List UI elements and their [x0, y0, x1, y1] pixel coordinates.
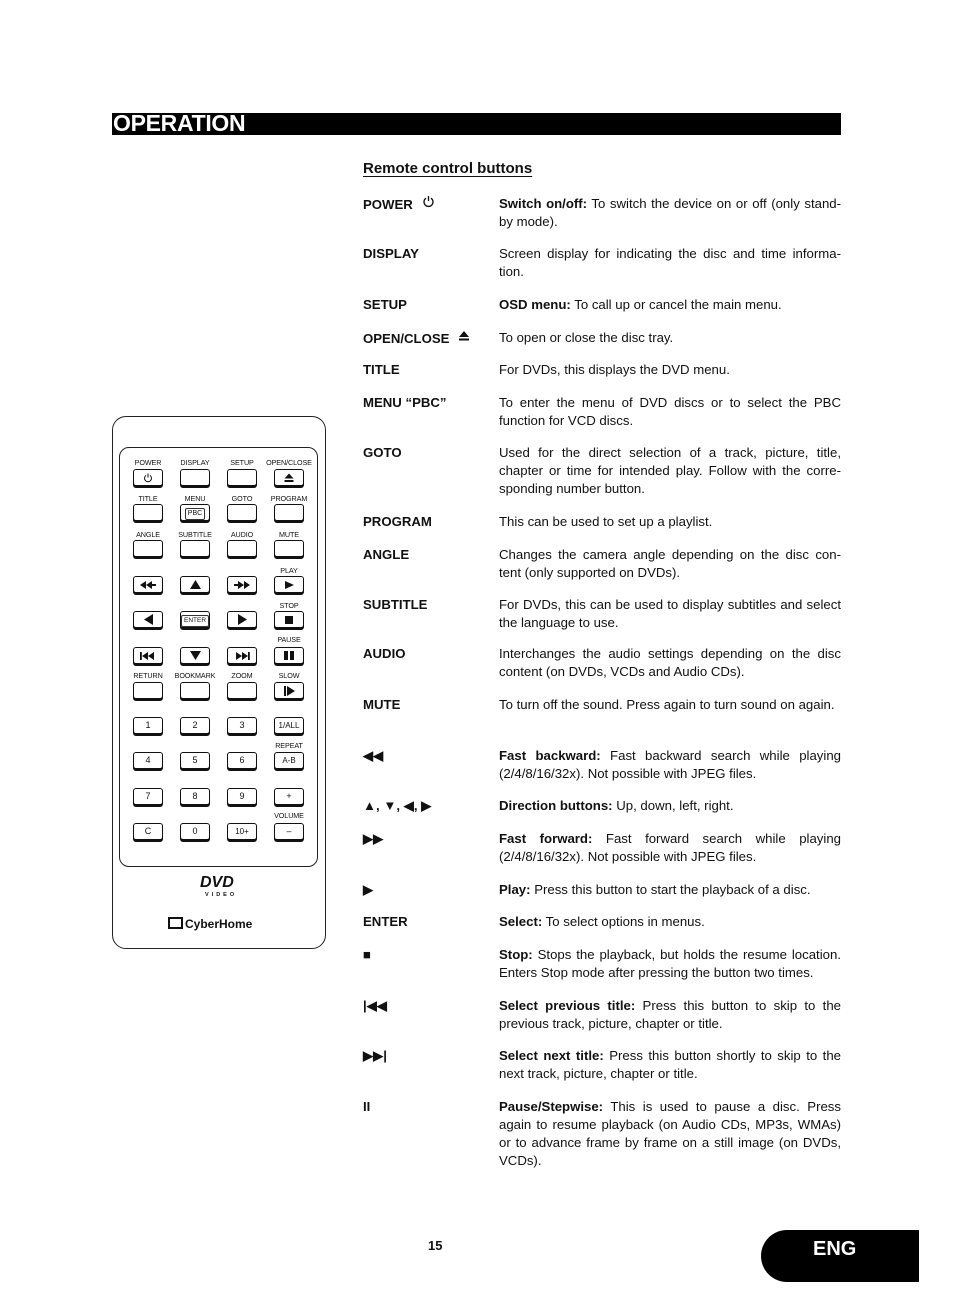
remote-number-button — [180, 752, 210, 769]
entry-description-bold: Select: — [499, 914, 543, 929]
remote-number-button — [180, 717, 210, 734]
entry-label-text: SETUP — [363, 297, 407, 312]
remote-key-text: – — [286, 826, 292, 836]
remote-key-text: 0 — [192, 826, 198, 836]
entry-description: To turn off the sound. Press again to turn sound on again. — [499, 697, 835, 712]
remote-bookmark-button — [180, 682, 210, 699]
remote-key-text: 3 — [239, 720, 245, 730]
entry-label-text: MENU “PBC” — [363, 395, 447, 410]
remote-number-button — [180, 823, 210, 840]
entry-description-bold: Fast forward: — [499, 831, 593, 846]
entry-label-text: POWER — [363, 197, 413, 212]
remote-number-button — [133, 823, 163, 840]
remote-rewind-button — [133, 576, 163, 593]
remote-return-button — [133, 682, 163, 699]
entry-description-bold: OSD menu: — [499, 297, 571, 312]
remote-key-text: 7 — [145, 791, 151, 801]
remote-key-label: VOLUME — [274, 811, 304, 820]
entry-description: Switch on/off: To switch the device on or off (only stand-by mode). — [499, 196, 842, 229]
entry-label-text: ANGLE — [363, 547, 410, 562]
entry-label-text: ◀◀ — [363, 748, 384, 763]
entry-label — [363, 513, 493, 531]
remote-key-text: 4 — [145, 755, 151, 765]
entry-label — [363, 830, 493, 848]
remote-left-button — [133, 611, 163, 628]
entry-label-text: ▶▶| — [363, 1048, 387, 1063]
entry-description: Fast backward: Fast backward search while playing (2/4/8/16/32x). Not possible with JPEG files. — [499, 748, 841, 781]
remote-previous-button — [133, 647, 163, 664]
remote-key-label: BOOKMARK — [174, 671, 216, 680]
entry-description-bold: Switch on/off: — [499, 196, 588, 211]
remote-mute-button — [274, 540, 304, 557]
remote-number-button — [180, 788, 210, 805]
remote-open-close-button — [274, 469, 304, 486]
remote-number-button — [274, 788, 304, 805]
remote-key-label: TITLE — [138, 494, 158, 503]
entry-description: For DVDs, this can be used to display subtitles and select the language to use. — [499, 597, 841, 630]
entry-description: Select next title: Press this button shortly to skip to the next track, picture, chapter or title. — [499, 1048, 841, 1081]
remote-key-label: PAUSE — [277, 635, 301, 644]
entry-description: Fast forward: Fast forward search while playing (2/4/8/16/32x). Not possible with JPEG files. — [499, 831, 841, 864]
remote-number-button — [227, 717, 257, 734]
brand-icon — [168, 917, 183, 929]
entry-label — [363, 546, 493, 564]
remote-key-label: SUBTITLE — [178, 530, 212, 539]
page-number: 15 — [428, 1238, 443, 1253]
entry-label-text: MUTE — [363, 697, 401, 712]
entry-description: To enter the menu of DVD discs or to select the PBC function for VCD discs. — [499, 395, 841, 428]
entry-label-text: OPEN/CLOSE — [363, 331, 450, 346]
remote-pause-button — [274, 647, 304, 664]
remote-power-button — [133, 469, 163, 486]
remote-fast-forward-button — [227, 576, 257, 593]
remote-key-text: 9 — [239, 791, 245, 801]
remote-key-label: SLOW — [278, 671, 300, 680]
entry-label-text: ▶▶ — [363, 831, 384, 846]
remote-key-label: REPEAT — [275, 741, 303, 750]
entry-description: Interchanges the audio settings depending on the disc content (on DVDs, VCDs and Audio CDs). — [499, 646, 841, 679]
entry-description-bold: Stop: — [499, 947, 533, 962]
remote-number-button — [274, 717, 304, 734]
entry-label — [363, 997, 493, 1015]
entry-label-text: DISPLAY — [363, 246, 419, 261]
entry-label — [363, 361, 493, 379]
brand-logo — [168, 917, 252, 931]
entry-description-bold: Select next title: — [499, 1048, 604, 1063]
remote-next-button — [227, 647, 257, 664]
remote-key-text: A-B — [282, 756, 296, 765]
power-icon — [422, 195, 435, 213]
remote-key-label: STOP — [279, 601, 299, 610]
remote-audio-button — [227, 540, 257, 557]
remote-stop-button — [274, 611, 304, 628]
page-title: OPERATION — [113, 110, 246, 136]
section-heading: Remote control buttons — [363, 160, 533, 177]
entry-label — [363, 881, 493, 899]
remote-number-button — [133, 717, 163, 734]
remote-play-button — [274, 576, 304, 593]
remote-key-text: 1 — [145, 720, 151, 730]
remote-key-text: 8 — [192, 791, 198, 801]
remote-number-button — [133, 752, 163, 769]
eject-icon — [458, 329, 470, 347]
remote-key-text: C — [144, 826, 152, 836]
entry-label-text: II — [363, 1099, 371, 1114]
entry-description: Used for the direct selection of a track, picture, title, chapter or time for intended play. Follow with the corre-sponding number button. — [499, 445, 841, 496]
entry-description-bold: Select previous title: — [499, 998, 636, 1013]
remote-key-label: RETURN — [133, 671, 163, 680]
entry-label — [363, 296, 493, 314]
remote-key-text: 1/ALL — [278, 721, 300, 730]
entry-description: Select: To select options in menus. — [499, 914, 705, 929]
entry-label-text: |◀◀ — [363, 998, 387, 1013]
entry-description: Play: Press this button to start the playback of a disc. — [499, 882, 811, 897]
entry-label — [363, 1047, 493, 1065]
remote-number-button — [274, 823, 304, 840]
entry-label-text: SUBTITLE — [363, 597, 428, 612]
remote-enter-button — [180, 611, 210, 628]
brand-name: CyberHome — [185, 917, 253, 931]
entry-label-text: ■ — [363, 947, 371, 962]
remote-number-button — [227, 823, 257, 840]
remote-key-label: DISPLAY — [180, 458, 210, 467]
entry-description: Screen display for indicating the disc and time informa-tion. — [499, 246, 841, 279]
entry-description-bold: Direction buttons: — [499, 798, 613, 813]
remote-display-button — [180, 469, 210, 486]
entry-label — [363, 394, 493, 412]
entry-description: Direction buttons: Up, down, left, right. — [499, 798, 734, 813]
entry-label — [363, 1098, 493, 1116]
remote-number-button — [274, 752, 304, 769]
remote-key-label: OPEN/CLOSE — [266, 458, 312, 467]
entry-description-bold: Fast backward: — [499, 748, 601, 763]
remote-key-text: 2 — [192, 720, 198, 730]
remote-key-text: 5 — [192, 755, 198, 765]
entry-label-text: ▲, ▼, ◀, ▶ — [363, 798, 432, 813]
remote-key-label: AUDIO — [230, 530, 254, 539]
remote-up-button — [180, 576, 210, 593]
remote-program-button — [274, 504, 304, 521]
remote-right-button — [227, 611, 257, 628]
entry-label — [363, 946, 493, 964]
remote-down-button — [180, 647, 210, 664]
language-label: ENG — [813, 1238, 857, 1260]
language-tab — [761, 1230, 919, 1282]
entry-label-text: PROGRAM — [363, 514, 432, 529]
remote-number-button — [133, 788, 163, 805]
remote-key-label: ZOOM — [231, 671, 253, 680]
entry-description: To open or close the disc tray. — [499, 330, 674, 345]
entry-label — [363, 245, 493, 263]
remote-number-button — [227, 752, 257, 769]
remote-title-button — [133, 504, 163, 521]
remote-number-button — [227, 788, 257, 805]
remote-key-label: POWER — [134, 458, 162, 467]
remote-key-text: 10+ — [235, 827, 249, 836]
entry-label-text: GOTO — [363, 445, 402, 460]
entry-label-text: AUDIO — [363, 646, 406, 661]
entry-description-bold: Play: — [499, 882, 531, 897]
remote-key-label: PLAY — [280, 566, 298, 575]
remote-slow-button — [274, 682, 304, 699]
remote-key-label: GOTO — [231, 494, 253, 503]
dvd-logo-sub: VIDEO — [205, 892, 238, 898]
remote-goto-button — [227, 504, 257, 521]
entry-label — [363, 329, 493, 348]
entry-label — [363, 797, 493, 815]
entry-description: This can be used to set up a playlist. — [499, 514, 713, 529]
entry-label-text: ▶ — [363, 882, 374, 897]
remote-key-label: ANGLE — [136, 530, 160, 539]
remote-enter-text: ENTER — [181, 615, 209, 627]
entry-label — [363, 195, 493, 214]
remote-key-label: MUTE — [279, 530, 299, 539]
remote-key-text: 6 — [239, 755, 245, 765]
remote-menu-button — [180, 504, 210, 521]
entry-description: Select previous title: Press this button to skip to the previous track, picture, chapter or title. — [499, 998, 841, 1031]
entry-description: Changes the camera angle depending on the disc con-tent (only supported on DVDs). — [499, 547, 841, 580]
remote-angle-button — [133, 540, 163, 557]
dvd-logo: DVD — [200, 874, 234, 891]
entry-label-text: ENTER — [363, 914, 408, 929]
remote-key-label: MENU — [184, 494, 206, 503]
entry-label-text: TITLE — [363, 362, 400, 377]
entry-description: Stop: Stops the playback, but holds the resume location. Enters Stop mode after pressing the button two times. — [499, 947, 841, 980]
page-title-bar — [112, 110, 841, 136]
entry-label — [363, 596, 493, 614]
remote-zoom-button — [227, 682, 257, 699]
remote-setup-button — [227, 469, 257, 486]
entry-label — [363, 444, 493, 462]
entry-description: For DVDs, this displays the DVD menu. — [499, 362, 730, 377]
remote-subtitle-button — [180, 540, 210, 557]
remote-pbc-text: PBC — [185, 508, 205, 520]
entry-description: Pause/Stepwise: This is used to pause a disc. Press again to resume playback (on Audio CDs, MP3s, WMAs) or to advance frame by frame on a still image (on DVDs, VCDs). — [499, 1099, 841, 1168]
entry-label — [363, 747, 493, 765]
remote-key-label: PROGRAM — [270, 494, 308, 503]
entry-description-bold: Pause/Stepwise: — [499, 1099, 604, 1114]
entry-label — [363, 696, 493, 714]
remote-key-text: + — [286, 791, 292, 801]
entry-label — [363, 913, 493, 931]
remote-key-label: SETUP — [230, 458, 254, 467]
entry-description: OSD menu: To call up or cancel the main menu. — [499, 297, 782, 312]
entry-label — [363, 645, 493, 663]
